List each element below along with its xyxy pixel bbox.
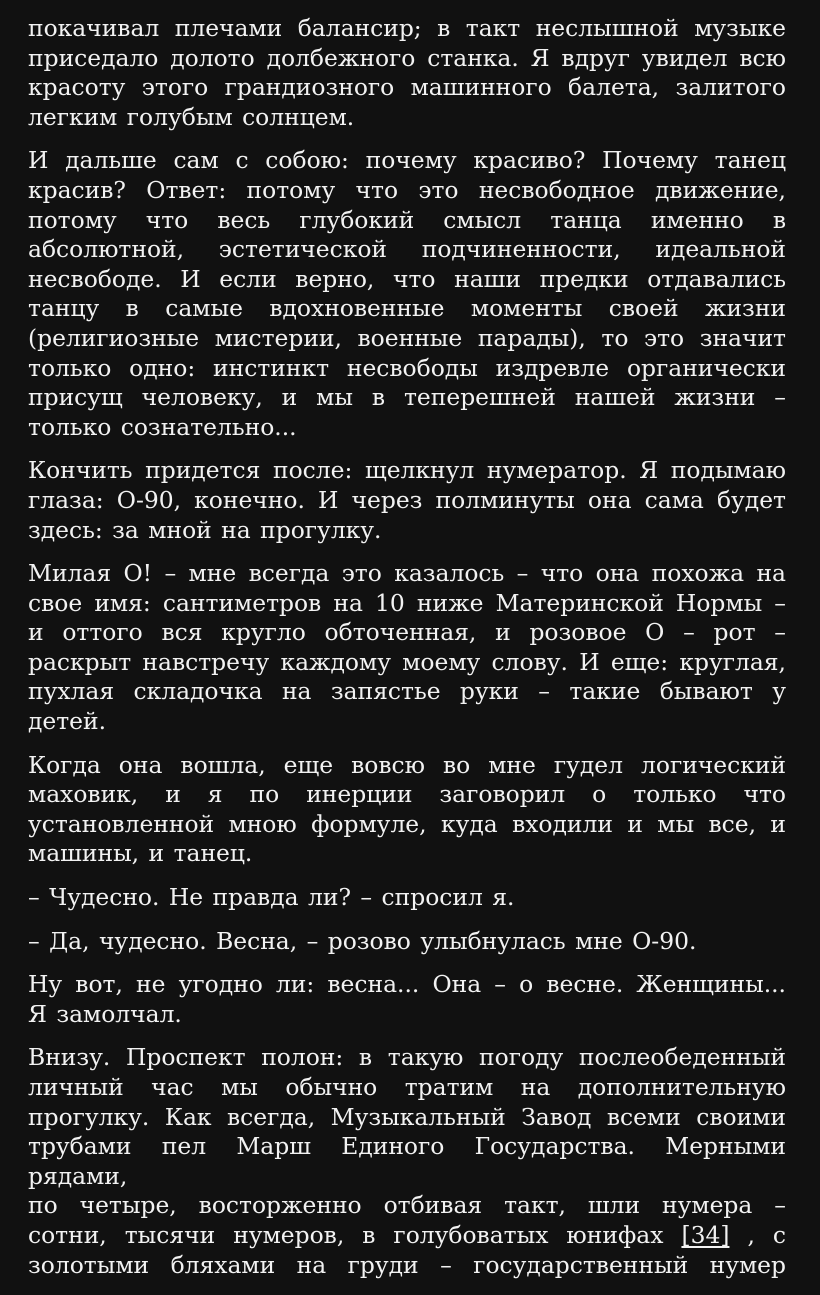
text-line: – Чудесно. Не правда ли? – спросил я.	[28, 883, 515, 912]
text-line: Милая О! – мне всегда это казалось – что она похожа на	[28, 559, 786, 588]
paragraph-4	[28, 559, 786, 737]
text-line: золотыми бляхами на груди – государственный нумер	[28, 1250, 786, 1279]
text-line: Кончить придется после: щелкнул нумератор. Я подымаю	[28, 456, 786, 485]
text-line: раскрыт навстречу каждому моему слову. И еще: круглая,	[28, 647, 786, 676]
dialogue-line-2	[28, 927, 786, 957]
paragraph-1	[28, 14, 786, 132]
text-line: красоту этого грандиозного машинного балета, залитого	[28, 73, 786, 102]
text-line: покачивал плечами балансир; в такт неслышной музыке	[28, 14, 786, 42]
text-line: свое имя: сантиметров на 10 ниже Материнской Нормы –	[28, 588, 786, 617]
text-line: легким голубым солнцем.	[28, 102, 355, 131]
footnote-link[interactable]: [34]	[681, 1220, 730, 1249]
text-fragment: сотни, тысячи нумеров, в голубоватых юнифах	[28, 1220, 664, 1249]
paragraph-5	[28, 751, 786, 869]
text-line: по четыре, восторженно отбивая такт, шли нумера –	[28, 1191, 786, 1220]
text-line: установленной мною формуле, куда входили и мы все, и	[28, 809, 786, 838]
text-line: глаза: О-90, конечно. И через полминуты она сама будет	[28, 485, 786, 514]
text-line: Внизу. Проспект полон: в такую погоду послеобеденный	[28, 1043, 786, 1072]
text-line: танцу в самые вдохновенные моменты своей жизни	[28, 294, 786, 323]
paragraph-9	[28, 1043, 786, 1280]
text-line: детей.	[28, 707, 107, 736]
text-line: несвободе. И если верно, что наши предки отдавались	[28, 264, 786, 293]
text-line: только одно: инстинкт несвободы издревле органически	[28, 353, 786, 382]
text-line: пухлая складочка на запястье руки – такие бывают у	[28, 677, 786, 706]
text-line-with-note	[28, 1221, 786, 1251]
text-line: присущ человеку, и мы в теперешней нашей жизни –	[28, 383, 786, 412]
text-line: здесь: за мной на прогулку.	[28, 515, 382, 544]
reading-page	[28, 14, 786, 1294]
text-line: (религиозные мистерии, военные парады), то это значит	[28, 323, 786, 352]
text-line: приседало долото долбежного станка. Я вдруг увидел всю	[28, 43, 786, 72]
dialogue-line-1	[28, 883, 786, 913]
text-line: только сознательно...	[28, 412, 297, 441]
text-line: Ну вот, не угодно ли: весна... Она – о весне. Женщины...	[28, 970, 786, 999]
text-line: И дальше сам с собою: почему красиво? Почему танец	[28, 146, 786, 175]
text-line: Я замолчал.	[28, 999, 182, 1028]
text-line: – Да, чудесно. Весна, – розово улыбнулась мне О-90.	[28, 926, 697, 955]
text-line: личный час мы обычно тратим на дополнительную	[28, 1073, 786, 1101]
text-line: Когда она вошла, еще вовсю во мне гудел логический	[28, 750, 786, 779]
text-line: абсолютной, эстетической подчиненности, идеальной	[28, 235, 786, 264]
text-line: машины, и танец.	[28, 839, 253, 868]
paragraph-2	[28, 146, 786, 442]
text-line: красив? Ответ: потому что это несвободное движение,	[28, 175, 786, 204]
text-fragment: , с	[747, 1220, 787, 1249]
paragraph-8	[28, 970, 786, 1029]
paragraph-3	[28, 456, 786, 545]
text-line: потому что весь глубокий смысл танца именно в	[28, 205, 786, 234]
text-line: трубами пел Марш Единого Государства. Мерными рядами,	[28, 1132, 786, 1190]
text-line: и оттого вся кругло обточенная, и розовое О – рот –	[28, 618, 786, 647]
text-line: прогулку. Как всегда, Музыкальный Завод всеми своими	[28, 1102, 786, 1131]
text-line: маховик, и я по инерции заговорил о только что	[28, 780, 786, 809]
